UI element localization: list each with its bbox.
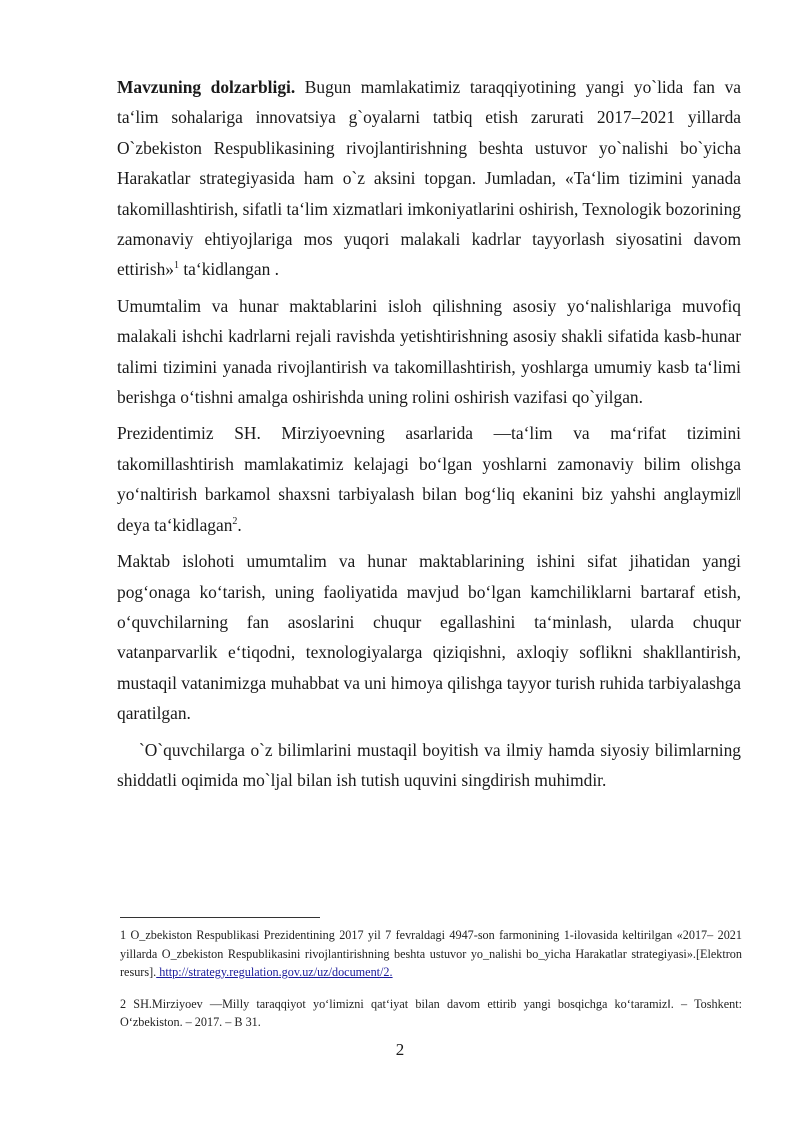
paragraph-students bbox=[117, 735, 741, 796]
footnote-link[interactable]: http://strategy.regulation.gov.uz/uz/document/2. bbox=[156, 965, 393, 979]
footnote-text: 2 SH.Mirziyoev ―Milly taraqqiyot yo‘limizni qat‘iyat bilan davom ettirib yangi bosqichga ko‘taramiz‖. – Toshkent: O‘zbekiston. – 2017. – B 31. bbox=[120, 996, 742, 1029]
footnote-text: 1 O_zbekiston Respublikasi Prezidentining 2017 yil 7 fevraldagi 4947-son farmonining 1-ilovasida keltirilgan «2017– 2021 yillarda O_zbekiston Respublikasini rivojlantirishning beshta ustuvor yo_nalishi bo_yicha Harakatlar strategiyasi».[Elektron resurs]. bbox=[120, 928, 742, 979]
paragraph-tail: . bbox=[237, 514, 242, 535]
paragraph-text: Maktab islohoti umumtalim va hunar maktablarining ishini sifat jihatidan yangi pog‘onaga ko‘tarish, uning faoliyatida mavjud bo‘lgan kamchiliklarni bartaraf etish, o‘quvchilarning fan asoslarini chuqur egallashini ta‘minlash, ularda chuqur vatanparvarlik e‘tiqodni, texnologiyalarga qiziqishni, axloqiy soflikni shakllantirish, mustaqil vatanimizga muhabbat va uni himoya qilishga tayyor turish ruhida tarbiyalashga qaratilgan. bbox=[117, 551, 741, 724]
body-text bbox=[117, 72, 741, 801]
footnote-ref[interactable]: 1 bbox=[174, 260, 179, 272]
paragraph-text: `O`quvchilarga o`z bilimlarini mustaqil boyitish va ilmiy hamda siyosiy bilimlarning shiddatli oqimida mo`ljal bilan ish tutish uquvini singdirish muhimdir. bbox=[117, 739, 741, 790]
page-number: 2 bbox=[395, 1040, 405, 1059]
footnote-1 bbox=[120, 926, 742, 982]
paragraph-school-reform bbox=[117, 546, 741, 728]
footnote-ref[interactable]: 2 bbox=[232, 515, 238, 527]
paragraph-president-quote bbox=[117, 418, 741, 540]
paragraph-text: Umumtalim va hunar maktablarini isloh qilishning asosiy yo‘nalishlariga muvofiq malakali ishchi kadrlarni rejali ravishda yetishtirishning asosiy shakli sifatida kasb-hunar talimi tizimini yanada rivojlantirish va takomillashtirish, yoshlarga umumiy kasb ta‘limi berishga o‘tishni amalga oshirishda uning rolini oshirish vazifasi qo`yilgan. bbox=[117, 295, 741, 408]
paragraph-tail: ta‘kidlangan . bbox=[179, 259, 279, 280]
paragraph-text: Prezidentimiz SH. Mirziyoevning asarlarida ―ta‘lim va ma‘rifat tizimini takomillashtirish mamlakatimiz kelajagi bo‘lgan yoshlarni zamonaviy bilim olishga yo‘naltirish barkamol shaxsni tarbiyalash bilan bog‘liq ekanini biz yahshi anglaymiz‖ deya ta‘kidlagan bbox=[117, 423, 741, 535]
paragraph-relevance bbox=[117, 72, 741, 285]
section-lead: Mavzuning dolzarbligi. bbox=[117, 77, 296, 97]
footnote-divider bbox=[120, 917, 320, 918]
footnotes bbox=[120, 926, 742, 1045]
footnote-2 bbox=[120, 995, 742, 1032]
paragraph-reform-directions bbox=[117, 291, 741, 413]
paragraph-text: Bugun mamlakatimiz taraqqiyotining yangi yo`lida fan va ta‘lim sohalariga innovatsiya g`oyalarni tatbiq etish zarurati 2017–2021 yillarda O`zbekiston Respublikasining rivojlantirishning beshta ustuvor yo`nalishi bo`yicha Harakatlar strategiyasida ham o`z aksini topgan. Jumladan, «Ta‘lim tizimini yanada takomillashtirish, sifatli ta‘lim xizmatlari imkoniyatlarini oshirish, Texnologik bozorining zamonaviy ehtiyojlariga mos yuqori malakali kadrlar tayyorlash siyosatini davom ettirish» bbox=[117, 77, 741, 280]
